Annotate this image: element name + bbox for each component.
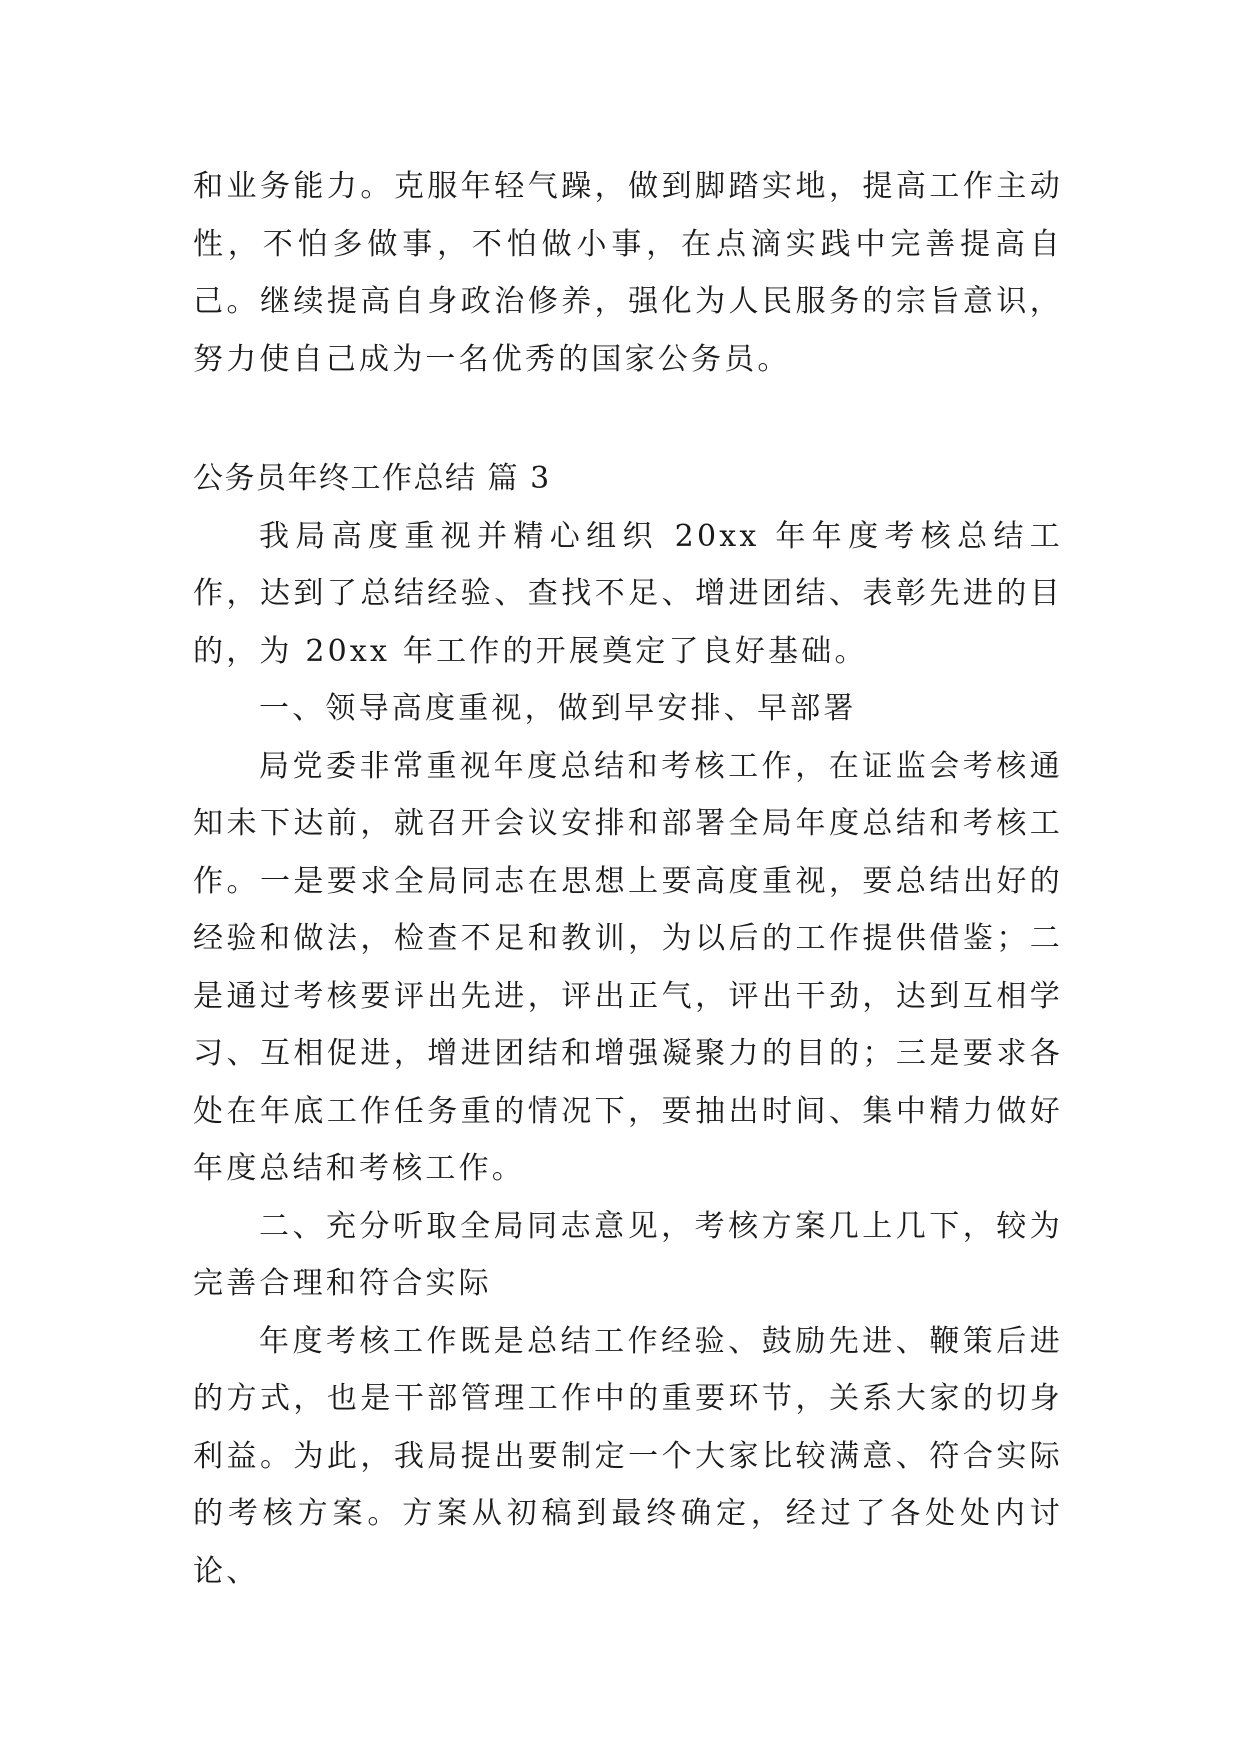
section-title: 公务员年终工作总结 篇 3 (193, 461, 551, 496)
paragraph-assessment: 年度考核工作既是总结工作经验、鼓励先进、鞭策后进的方式，也是干部管理工作中的重要环节，关系大家的切身利益。为此，我局提出要制定一个大家比较满意、符合实际的考核方案。方案从初稿到最终确定，经过了各处处内讨论、 (193, 1323, 1063, 1589)
document-body (193, 158, 1063, 1600)
subheading-one: 一、领导高度重视，做到早安排、早部署 (259, 691, 857, 726)
section-spacer (193, 388, 1063, 450)
subheading-two: 二、充分听取全局同志意见，考核方案几上几下，较为完善合理和符合实际 (193, 1208, 1063, 1301)
paragraph-leadership: 局党委非常重视年度总结和考核工作，在证监会考核通知未下达前，就召开会议安排和部署全局年度总结和考核工作。一是要求全局同志在思想上要高度重视，要总结出好的经验和做法，检查不足和教训，为以后的工作提供借鉴；二是通过考核要评出先进，评出正气，评出干劲，达到互相学习、互相促进，增进团结和增强凝聚力的目的；三是要求各处在年底工作任务重的情况下，要抽出时间、集中精力做好年度总结和考核工作。 (193, 748, 1063, 1186)
paragraph-intro: 我局高度重视并精心组织 20xx 年年度考核总结工作，达到了总结经验、查找不足、增进团结、表彰先进的目的，为 20xx 年工作的开展奠定了良好基础。 (193, 518, 1063, 669)
paragraph-continued: 和业务能力。克服年轻气躁，做到脚踏实地，提高工作主动性，不怕多做事，不怕做小事，在点滴实践中完善提高自己。继续提高自身政治修养，强化为人民服务的宗旨意识，努力使自己成为一名优秀的国家公务员。 (193, 169, 1063, 377)
